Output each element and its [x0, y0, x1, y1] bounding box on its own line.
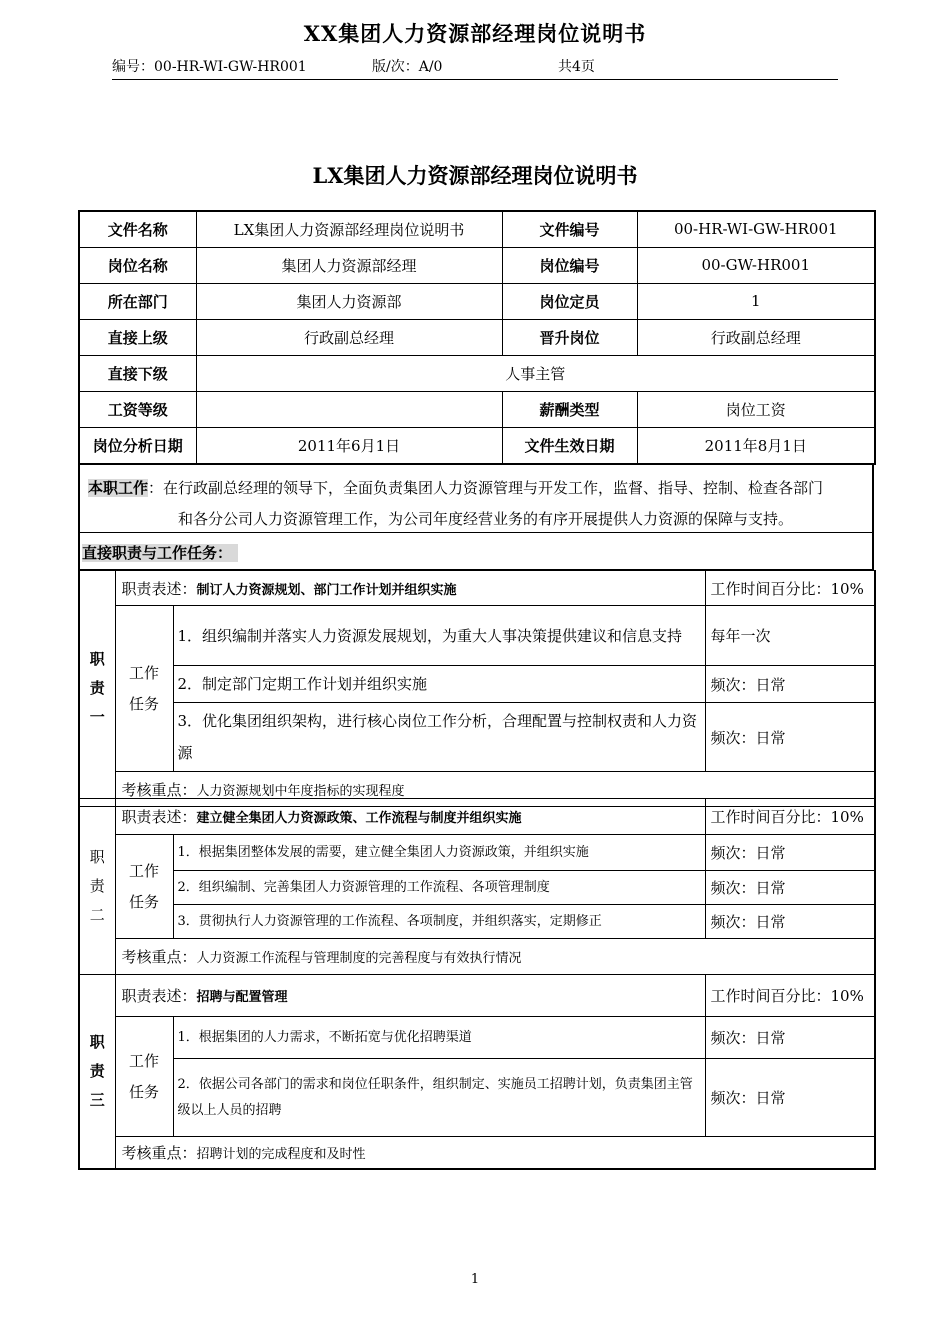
main-work [78, 465, 874, 533]
post-no-label: 岗位编号 [502, 247, 637, 283]
duty-1-description: 职责表述：制订人力资源规划、部门工作计划并组织实施 [115, 571, 705, 606]
duty-2-time-percent: 工作时间百分比：10% [705, 799, 875, 835]
duty-1-task-3: 3．优化集团组织架构，进行核心岗位工作分析，合理配置与控制权责和人力资源 [173, 703, 705, 772]
effective-date-label: 文件生效日期 [502, 427, 637, 464]
section-heading [78, 533, 874, 570]
duty-1-name: 职 责 一 [79, 571, 115, 807]
page-count: 共4页 [558, 59, 595, 75]
duty-2-work-task-label: 工作 任务 [115, 835, 173, 939]
duty-table-1 [78, 570, 876, 807]
main-work-text-1: ：在行政副总经理的领导下，全面负责集团人力资源管理与开发工作，监督、指导、控制、检查各部门 [148, 479, 824, 497]
duty-3-description: 职责表述：招聘与配置管理 [115, 975, 705, 1017]
subordinate-label: 直接下级 [79, 355, 196, 391]
subordinate-value: 人事主管 [196, 355, 875, 391]
superior-label: 直接上级 [79, 319, 196, 355]
header-info [112, 50, 838, 80]
duty-3-work-task-label: 工作 任务 [115, 1017, 173, 1137]
quota-value: 1 [637, 283, 875, 319]
post-name-label: 岗位名称 [79, 247, 196, 283]
duty-1-work-task-label: 工作 任务 [115, 606, 173, 772]
duty-table-2 [78, 798, 876, 975]
info-table [78, 210, 876, 465]
header-title: XX集团人力资源部经理岗位说明书 [303, 21, 647, 46]
duty-3-task-2-freq: 频次：日常 [705, 1059, 875, 1137]
duty-3-task-1: 1．根据集团的人力需求，不断拓宽与优化招聘渠道 [173, 1017, 705, 1059]
duty-2-name: 职 责 二 [79, 799, 115, 975]
superior-value: 行政副总经理 [196, 319, 502, 355]
duty-1-time-percent: 工作时间百分比：10% [705, 571, 875, 606]
duty-2-task-2: 2．组织编制、完善集团人力资源管理的工作流程、各项管理制度 [173, 871, 705, 905]
version: 版/次：A/0 [372, 59, 443, 75]
duty-1-task-3-freq: 频次：日常 [705, 703, 875, 772]
duty-3-evaluation: 考核重点：招聘计划的完成程度和及时性 [115, 1137, 875, 1169]
effective-date-value: 2011年8月1日 [637, 427, 875, 464]
duty-2-task-1-freq: 频次：日常 [705, 835, 875, 871]
grade-value [196, 391, 502, 427]
page-number: 1 [470, 1272, 480, 1287]
duty-table-3 [78, 974, 876, 1170]
duty-1-task-2-freq: 频次：日常 [705, 666, 875, 703]
post-name-value: 集团人力资源部经理 [196, 247, 502, 283]
promotion-label: 晋升岗位 [502, 319, 637, 355]
duty-2-task-3: 3．贯彻执行人力资源管理的工作流程、各项制度，并组织落实，定期修正 [173, 905, 705, 939]
duty-1-task-1: 1．组织编制并落实人力资源发展规划，为重大人事决策提供建议和信息支持 [173, 606, 705, 666]
analysis-date-value: 2011年6月1日 [196, 427, 502, 464]
main-work-label: 本职工作 [88, 479, 149, 497]
file-name-label: 文件名称 [79, 211, 196, 247]
duty-2-task-1: 1．根据集团整体发展的需要，建立健全集团人力资源政策，并组织实施 [173, 835, 705, 871]
document-title: LX集团人力资源部经理岗位说明书 [312, 163, 638, 188]
quota-label: 岗位定员 [502, 283, 637, 319]
duty-3-task-1-freq: 频次：日常 [705, 1017, 875, 1059]
duty-3-time-percent: 工作时间百分比：10% [705, 975, 875, 1017]
file-no-label: 文件编号 [502, 211, 637, 247]
section-heading-text: 直接职责与工作任务： [82, 544, 238, 562]
pay-type-label: 薪酬类型 [502, 391, 637, 427]
dept-value: 集团人力资源部 [196, 283, 502, 319]
analysis-date-label: 岗位分析日期 [79, 427, 196, 464]
duty-2-task-2-freq: 频次：日常 [705, 871, 875, 905]
file-no-value: 00-HR-WI-GW-HR001 [637, 211, 875, 247]
dept-label: 所在部门 [79, 283, 196, 319]
main-work-text-2: 和各分公司人力资源管理工作，为公司年度经营业务的有序开展提供人力资源的保障与支持。 [178, 510, 794, 528]
duty-1-task-2: 2．制定部门定期工作计划并组织实施 [173, 666, 705, 703]
duty-3-name: 职 责 三 [79, 975, 115, 1169]
page-header [112, 18, 838, 80]
pay-type-value: 岗位工资 [637, 391, 875, 427]
duty-3-task-2: 2．依据公司各部门的需求和岗位任职条件，组织制定、实施员工招聘计划，负责集团主管级以上人员的招聘 [173, 1059, 705, 1137]
duty-1-evaluation: 考核重点：人力资源规划中年度指标的实现程度 [115, 772, 875, 807]
duty-1-task-1-freq: 每年一次 [705, 606, 875, 666]
duty-2-evaluation: 考核重点：人力资源工作流程与管理制度的完善程度与有效执行情况 [115, 939, 875, 975]
post-no-value: 00-GW-HR001 [637, 247, 875, 283]
document-code: 编号：00-HR-WI-GW-HR001 [112, 59, 307, 75]
file-name-value: LX集团人力资源部经理岗位说明书 [196, 211, 502, 247]
duty-2-task-3-freq: 频次：日常 [705, 905, 875, 939]
grade-label: 工资等级 [79, 391, 196, 427]
duty-2-description: 职责表述：建立健全集团人力资源政策、工作流程与制度并组织实施 [115, 799, 705, 835]
promotion-value: 行政副总经理 [637, 319, 875, 355]
